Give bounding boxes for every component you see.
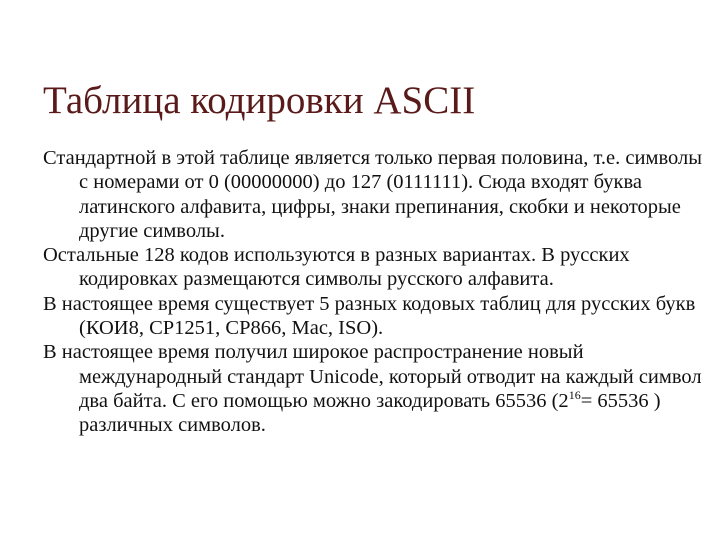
paragraph-unicode (43, 340, 711, 437)
paragraph-code-tables: В настоящее время существует 5 разных кодовых таблиц для русских букв (КОИ8, СР1251, СР866, Mac, ISO). (43, 292, 696, 340)
unicode-text-end: = 65536 ) различных символов. (79, 389, 661, 437)
slide-title: Таблица кодировки ASCII (43, 79, 476, 122)
paragraph-ascii-standard: Стандартной в этой таблице является только первая половина, т.е. символы с номерами от 0 (00000000) до 127 (0111111). Сюда входят буква латинского алфавита, цифры, знаки препинания, скобки и некоторые другие символы. (43, 147, 702, 242)
unicode-exponent: 16 (568, 387, 581, 402)
slide-body (43, 146, 711, 438)
unicode-text-start: В настоящее время получил широкое распространение новый международный стандарт Unicode, который отводит на каждый символ два байта. С его помощью можно закодировать 65536 (2 (43, 341, 702, 412)
paragraph-other-codes: Остальные 128 кодов используются в разных вариантах. В русских кодировках размещаются символы русского алфавита. (43, 244, 630, 291)
